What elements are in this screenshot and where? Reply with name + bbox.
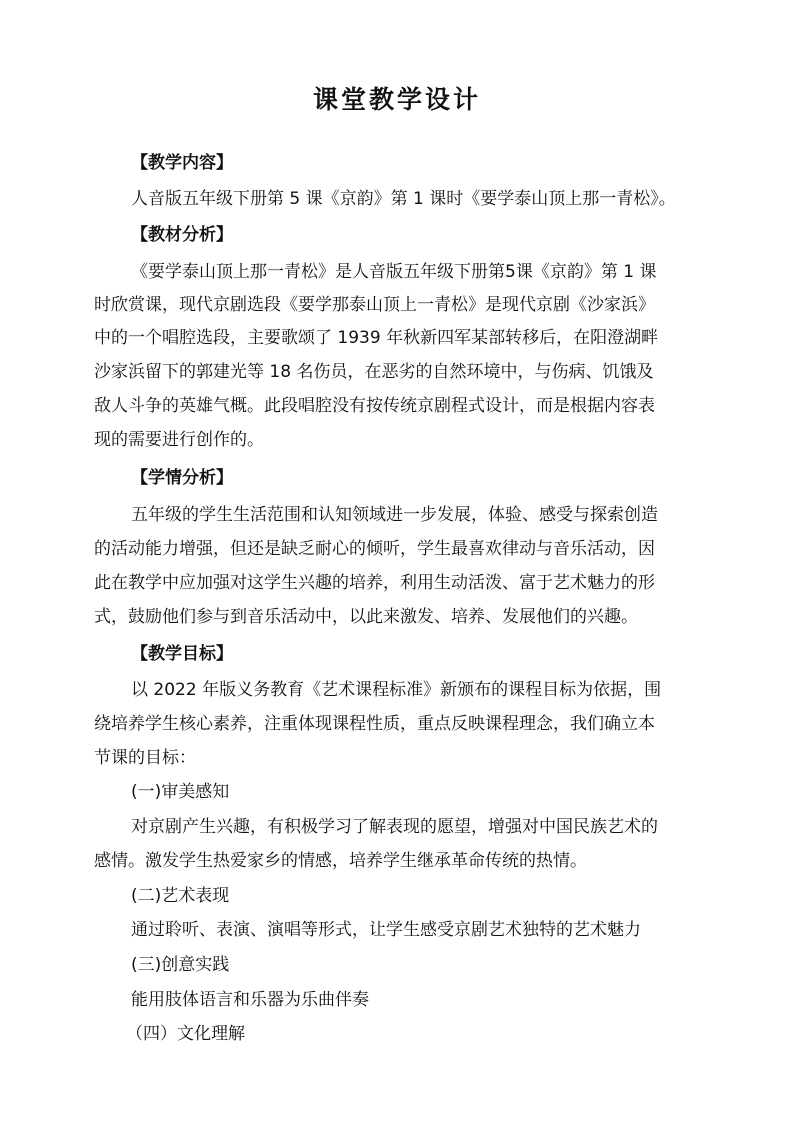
analysis-line: 中的一个唱腔选段，主要歌颂了 1939 年秋新四军某部转移后，在阳澄湖畔 xyxy=(94,328,659,348)
section-heading-goals: 【教学目标】 xyxy=(131,644,233,664)
analysis-line: 敌人斗争的英雄气概。此段唱腔没有按传统京剧程式设计，而是根据内容表 xyxy=(94,396,655,416)
students-line: 的活动能力增强，但还是缺乏耐心的倾听，学生最喜欢律动与音乐活动，因 xyxy=(94,539,655,559)
goals-line: 节课的目标： xyxy=(94,748,196,768)
aesthetic-line: 对京剧产生兴趣，有积极学习了解表现的愿望，增强对中国民族艺术的 xyxy=(131,817,658,837)
students-line: 此在教学中应加强对这学生兴趣的培养，利用生动活泼、富于艺术魅力的形 xyxy=(94,573,655,593)
section-heading-analysis: 【教材分析】 xyxy=(131,225,233,245)
analysis-line: 现的需要进行创作的。 xyxy=(94,430,264,450)
subheading-expression: (二)艺术表现 xyxy=(131,886,230,906)
aesthetic-line: 感情。激发学生热爱家乡的情感，培养学生继承革命传统的热情。 xyxy=(94,851,587,871)
goals-line: 绕培养学生核心素养，注重体现课程性质，重点反映课程理念，我们确立本 xyxy=(94,714,655,734)
goals-line: 以 2022 年版义务教育《艺术课程标准》新颁布的课程目标为依据，围 xyxy=(131,680,662,700)
expression-text: 通过聆听、表演、演唱等形式，让学生感受京剧艺术独特的艺术魅力 xyxy=(131,920,641,940)
students-line: 式，鼓励他们参与到音乐活动中，以此来激发、培养、发展他们的兴趣。 xyxy=(94,607,638,627)
subheading-culture: （四）文化理解 xyxy=(126,1024,245,1044)
analysis-line: 时欣赏课，现代京剧选段《要学那泰山顶上一青松》是现代京剧《沙家浜》 xyxy=(94,295,655,315)
students-line: 五年级的学生生活范围和认知领域进一步发展，体验、感受与探索创造 xyxy=(131,505,658,525)
section-heading-content: 【教学内容】 xyxy=(131,153,233,173)
page-title: 课堂教学设计 xyxy=(312,85,481,114)
analysis-line: 沙家浜留下的郭建光等 18 名伤员，在恶劣的自然环境中，与伤病、饥饿及 xyxy=(94,362,654,382)
content-text: 人音版五年级下册第 5 课《京韵》第 1 课时《要学泰山顶上那一青松》。 xyxy=(131,189,676,209)
section-heading-students: 【学情分析】 xyxy=(131,468,233,488)
analysis-line: 《要学泰山顶上那一青松》是人音版五年级下册第5课《京韵》第 1 课 xyxy=(131,262,657,282)
practice-text: 能用肢体语言和乐器为乐曲伴奏 xyxy=(131,990,369,1010)
subheading-aesthetic: (一)审美感知 xyxy=(131,782,230,802)
subheading-practice: (三)创意实践 xyxy=(131,955,230,975)
